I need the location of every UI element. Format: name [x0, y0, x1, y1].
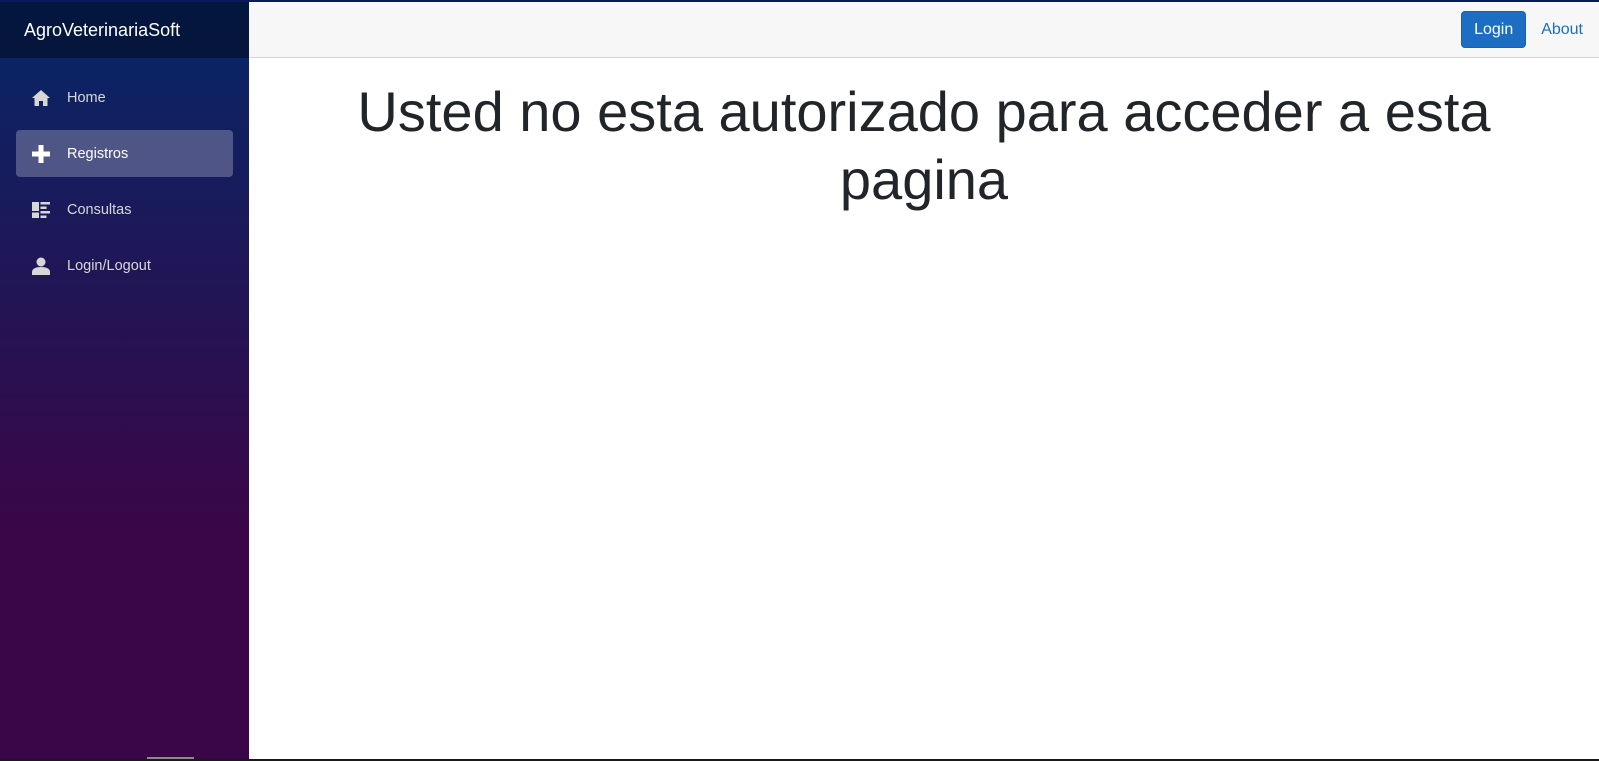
- sidebar-item-label: Login/Logout: [67, 257, 151, 274]
- main-area: [249, 2, 1599, 759]
- sidebar: [0, 2, 249, 759]
- page-title: Usted no esta autorizado para acceder a esta pagina: [357, 80, 1491, 211]
- person-icon: [31, 256, 51, 276]
- sidebar-item-home[interactable]: [16, 74, 233, 121]
- sidebar-item-label: Registros: [67, 145, 129, 162]
- sidebar-brand[interactable]: [0, 2, 249, 58]
- sidebar-item-registros[interactable]: [16, 130, 233, 177]
- sidebar-item-label: Consultas: [67, 201, 132, 218]
- sidebar-nav: [0, 58, 249, 289]
- list-icon: [31, 200, 51, 220]
- home-icon: [31, 88, 51, 108]
- login-button[interactable]: Login: [1461, 11, 1526, 48]
- page-content: [249, 58, 1599, 214]
- sidebar-item-label: Home: [67, 89, 106, 106]
- sidebar-item-consultas[interactable]: [16, 186, 233, 233]
- about-link[interactable]: About: [1541, 20, 1583, 38]
- brand-title[interactable]: AgroVeterinariaSoft: [24, 19, 181, 40]
- sidebar-item-login-logout[interactable]: [16, 242, 233, 289]
- top-row: [249, 2, 1599, 58]
- plus-icon: [31, 144, 51, 164]
